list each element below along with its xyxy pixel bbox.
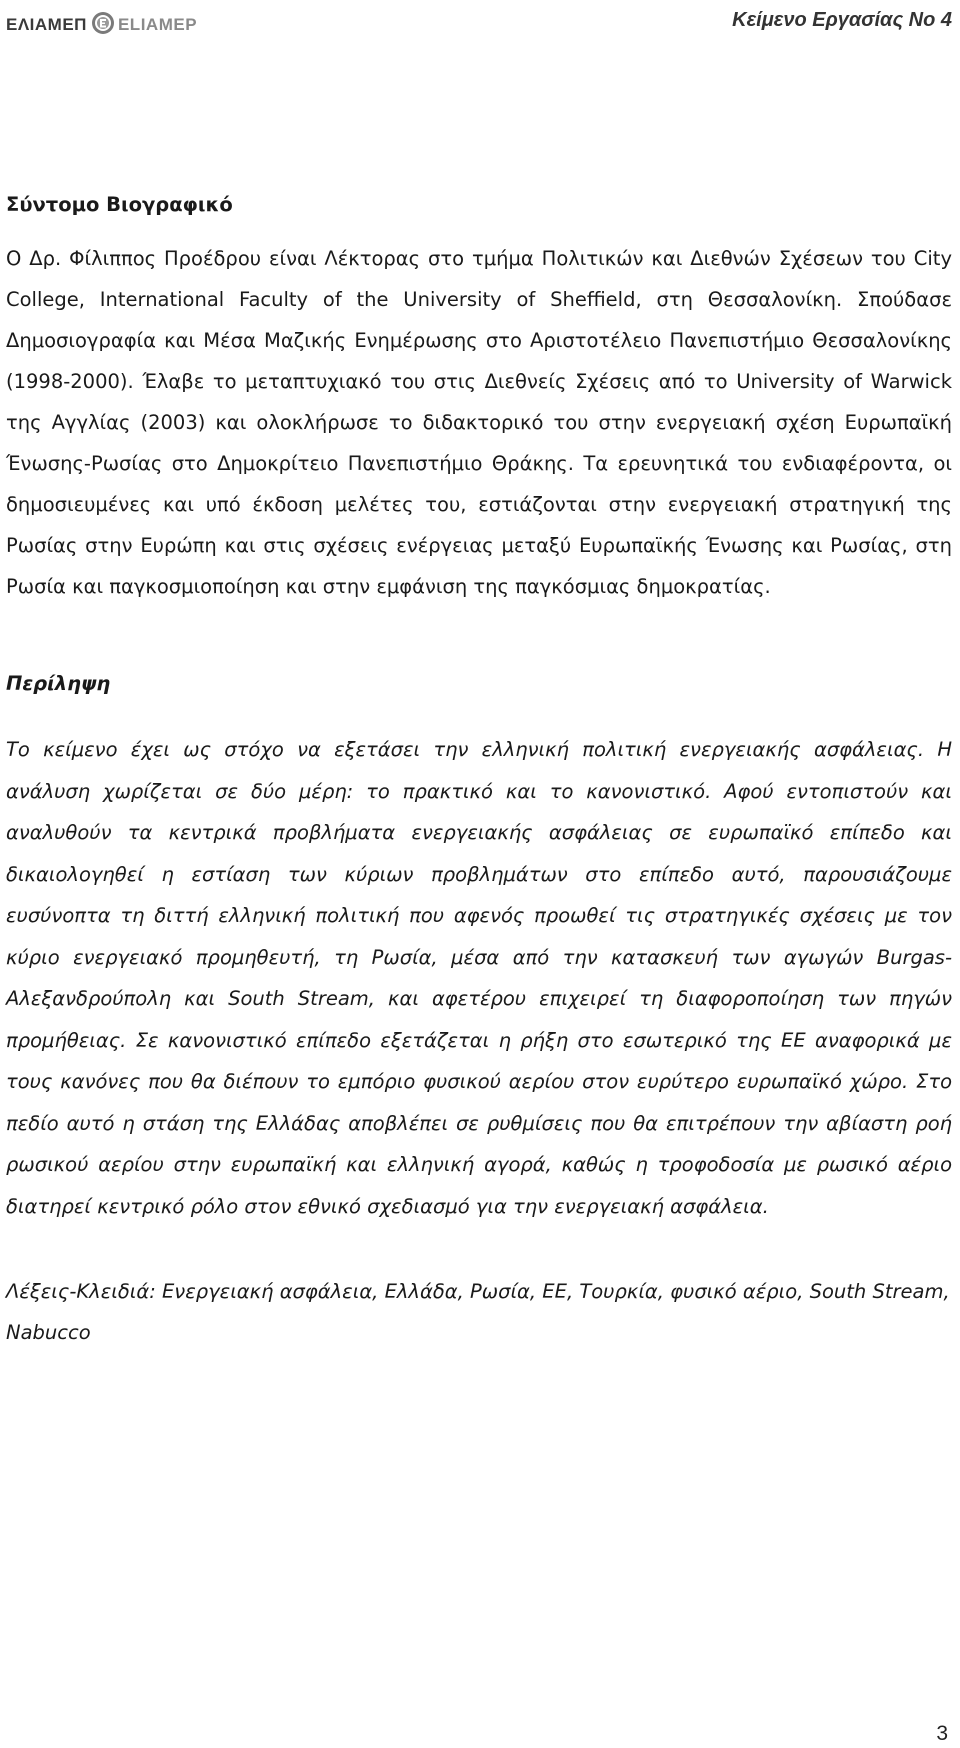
abstract-heading: Περίληψη <box>6 672 111 695</box>
keywords-line: Λέξεις-Κλειδιά: Ενεργειακή ασφάλεια, Ελλάδα, Ρωσία, ΕΕ, Τουρκία, φυσικό αέριο, South Stream, Nabucco <box>6 1280 950 1344</box>
bio-heading: Σύντομο Βιογραφικό <box>6 193 233 216</box>
document-label: Κείμενο Εργασίας Νο 4 <box>732 9 952 31</box>
eliamep-logo <box>6 10 197 40</box>
abstract-paragraph: Το κείμενο έχει ως στόχο να εξετάσει την ελληνική πολιτική ενεργειακής ασφάλειας. Η ανάλυση χωρίζεται σε δύο μέρη: το πρακτικό και το κανονιστικό. Αφού εντοπιστούν και αναλυθούν τα κεντρικά προβλήματα ενεργειακής ασφάλειας σε ευρωπαϊκό επίπεδο και δικαιολογηθεί η εστίαση των κύριων προβλημάτων στο επίπεδο αυτό, παρουσιάζουμε ευσύνοπτα τη διττή ελληνική πολιτική που αφενός προωθεί τις στρατηγικές σχέσεις με τον κύριο ενεργειακό προμηθευτή, τη Ρωσία, μέσα από την κατασκευή των αγωγών Burgas-Αλεξανδρούπολη και South Stream, και αφετέρου επιχειρεί τη διαφοροποίηση των πηγών προμήθειας. Σε κανονιστικό επίπεδο εξετάζεται η ρήξη στο εσωτερικό της ΕΕ αναφορικά με τους κανόνες που θα διέπουν το εμπόριο φυσικού αερίου στον ευρύτερο ευρωπαϊκό χώρο. Στο πεδίο αυτό η στάση της Ελλάδας αποβλέπει σε ρυθμίσεις που θα επιτρέπουν την αβίαστη ροή ρωσικού αερίου στην ευρωπαϊκή και ελληνική αγορά, καθώς η τροφοδοσία με ρωσικό αέριο διατηρεί κεντρικό ρόλο στον εθνικό σχεδιασμό για την ενεργειακή ασφάλεια. <box>6 738 952 1218</box>
page-header <box>0 0 960 50</box>
logo-emblem-icon <box>91 11 115 39</box>
logo-text-latin: ELIAMEP <box>117 15 198 34</box>
bio-paragraph: Ο Δρ. Φίλιππος Προέδρου είναι Λέκτορας στο τμήμα Πολιτικών και Διεθνών Σχέσεων του City College, International Faculty of the University of Sheffield, στη Θεσσαλονίκη. Σπούδασε Δημοσιογραφία και Μέσα Μαζικής Ενημέρωσης στο Αριστοτέλειο Πανεπιστήμιο Θεσσαλονίκης (1998-2000). Έλαβε το μεταπτυχιακό του στις Διεθνείς Σχέσεις από το University of Warwick της Αγγλίας (2003) και ολοκλήρωσε το διδακτορικό του στην ενεργειακή σχέση Ευρωπαϊκή Ένωσης-Ρωσίας στο Δημοκρίτειο Πανεπιστήμιο Θράκης. Τα ερευνητικά του ενδιαφέροντα, οι δημοσιευμένες και υπό έκδοση μελέτες του, εστιάζονται στην ενεργειακή στρατηγική της Ρωσίας στην Ευρώπη και στις σχέσεις ενέργειας μεταξύ Ευρωπαϊκής Ένωσης και Ρωσίας, στη Ρωσία και παγκοσμιοποίηση και στην εμφάνιση της παγκόσμιας δημοκρατίας. <box>6 247 952 598</box>
page-content <box>6 190 952 1353</box>
logo-text-greek: ΕΛΙΑΜΕΠ <box>6 15 87 34</box>
page-number: 3 <box>936 1722 948 1745</box>
